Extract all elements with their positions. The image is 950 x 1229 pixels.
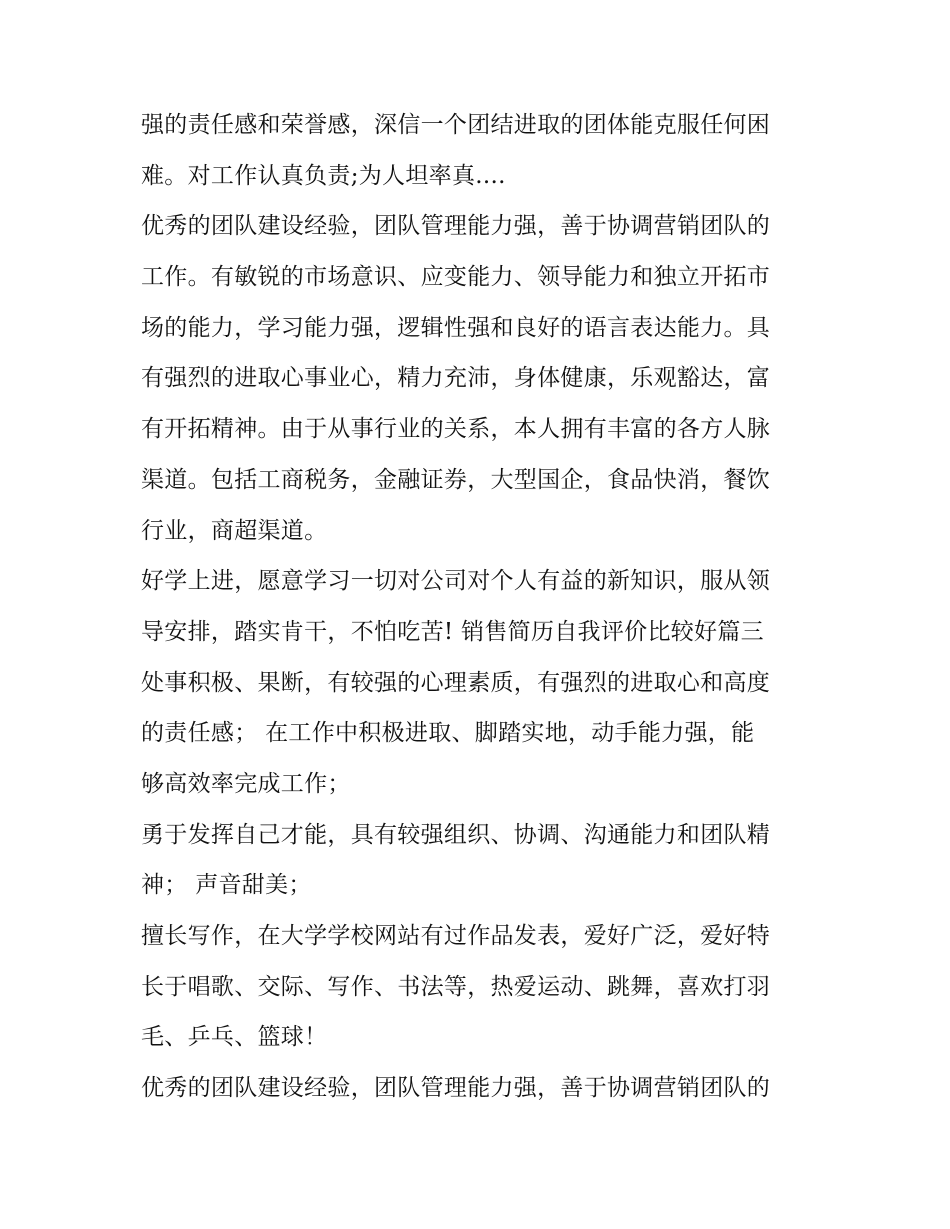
- text-line: 导安排，踏实肯干，不怕吃苦! 销售简历自我评价比较好篇三: [141, 618, 764, 645]
- text-line: 神； 声音甜美；: [141, 872, 312, 899]
- text-line: 有开拓精神。由于从事行业的关系，本人拥有丰富的各方人脉: [141, 416, 771, 443]
- text-line: 优秀的团队建设经验，团队管理能力强，善于协调营销团队的: [141, 1075, 771, 1102]
- text-line: 行业，商超渠道。: [141, 517, 328, 544]
- text-line: 勇于发挥自己才能，具有较强组织、协调、沟通能力和团队精: [141, 821, 771, 848]
- text-line: 强的责任感和荣誉感，深信一个团结进取的团体能克服任何困: [141, 112, 771, 138]
- text-line: 够高效率完成工作；: [141, 770, 351, 797]
- text-line: 长于唱歌、交际、写作、书法等，热爱运动、跳舞，喜欢打羽: [141, 973, 771, 1000]
- text-line: 场的能力，学习能力强，逻辑性强和良好的语言表达能力。具: [141, 314, 771, 341]
- text-line: 优秀的团队建设经验，团队管理能力强，善于协调营销团队的: [141, 213, 771, 240]
- body-text: [141, 100, 821, 1114]
- text-line: 有强烈的进取心事业心，精力充沛，身体健康，乐观豁达，富: [141, 365, 771, 392]
- text-line: 渠道。包括工商税务，金融证券，大型国企，食品快消，餐饮: [141, 466, 771, 493]
- text-line: 擅长写作，在大学学校网站有过作品发表，爱好广泛，爱好特: [141, 923, 771, 949]
- text-line: 毛、乒乓、篮球！: [141, 1024, 328, 1051]
- text-line: 工作。有敏锐的市场意识、应变能力、领导能力和独立开拓市: [141, 264, 771, 291]
- text-line: 的责任感； 在工作中积极进取、脚踏实地，动手能力强，能: [141, 720, 755, 747]
- text-line: 难。对工作认真负责;为人坦率真....: [141, 162, 506, 189]
- text-line: 处事积极、果断，有较强的心理素质，有强烈的进取心和高度: [141, 669, 771, 696]
- text-line: 好学上进，愿意学习一切对公司对个人有益的新知识，服从领: [141, 568, 771, 595]
